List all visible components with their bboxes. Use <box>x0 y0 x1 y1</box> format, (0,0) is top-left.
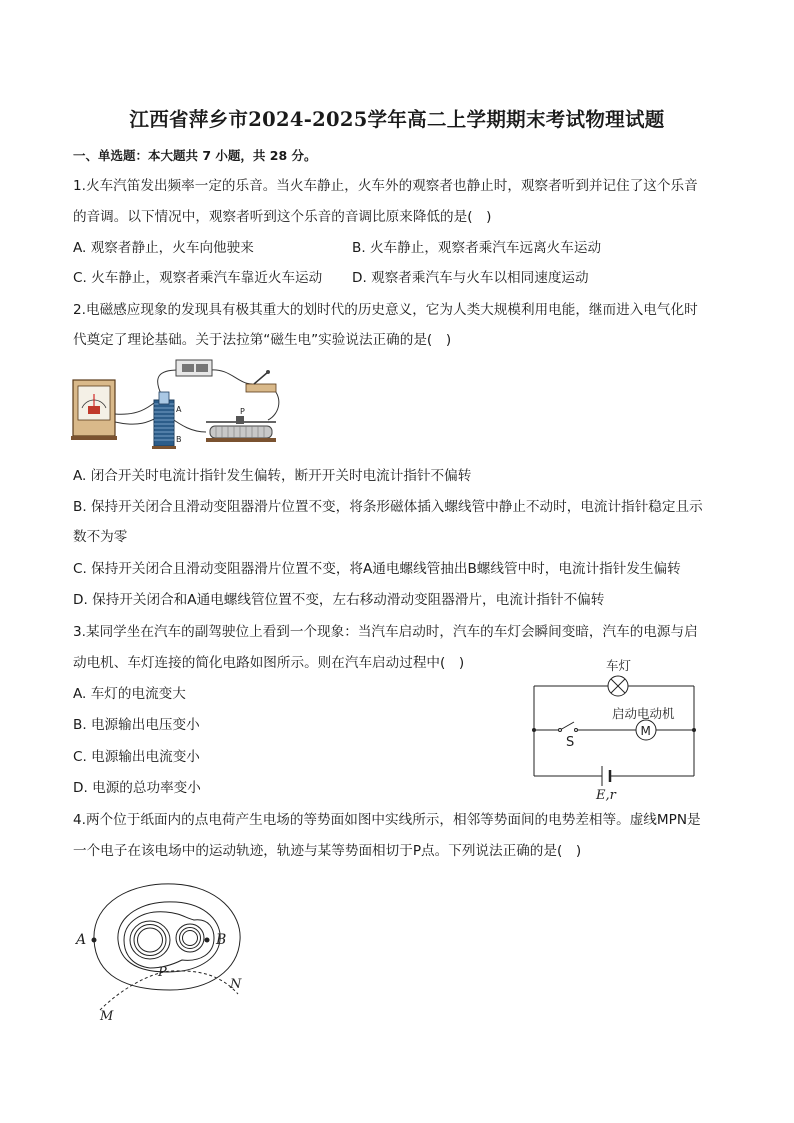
q3-option-c: C. 电源输出电流变小 <box>73 749 200 765</box>
battery-symbol-icon <box>602 766 610 786</box>
q3-option-d: D. 电源的总功率变小 <box>73 780 201 796</box>
lamp-label: 车灯 <box>606 658 632 673</box>
q3-stem-line-2: 动电机、车灯连接的简化电路如图所示。则在汽车启动过程中( ) <box>73 655 465 671</box>
point-m-label: M <box>100 1009 114 1024</box>
q3-option-a: A. 车灯的电流变大 <box>73 686 186 702</box>
q1-stem-line-2: 的音调。以下情况中，观察者听到这个乐音的音调比原来降低的是( ) <box>73 209 492 225</box>
q2-option-b-line-1: B. 保持开关闭合且滑动变阻器滑片位置不变，将条形磁体插入螺线管中静止不动时，电流计指针稳定且示 <box>73 499 703 515</box>
car-circuit-diagram <box>526 656 706 804</box>
solenoid-coils-icon <box>152 392 182 449</box>
galvanometer-icon <box>71 380 117 440</box>
point-p-label: P <box>158 965 167 980</box>
q1-option-d: D. 观察者乘汽车与火车以相同速度运动 <box>352 270 589 286</box>
q3-stem-line-1: 3.某同学坐在汽车的副驾驶位上看到一个现象：当汽车启动时，汽车的车灯会瞬间变暗，汽车的电源与启 <box>73 624 698 640</box>
point-b-label: B <box>216 932 227 948</box>
switch-icon <box>246 370 276 392</box>
q4-stem-line-1: 4.两个位于纸面内的点电荷产生电场的等势面如图中实线所示，相邻等势面间的电势差相等。虚线MPN是 <box>73 812 701 828</box>
coil-a-label: A <box>176 405 182 414</box>
q2-option-c: C. 保持开关闭合且滑动变阻器滑片位置不变，将A通电螺线管抽出B螺线管中时，电流计指针发生偏转 <box>73 561 681 577</box>
q1-option-a: A. 观察者静止，火车向他驶来 <box>73 240 254 256</box>
slider-p-label: P <box>240 407 245 416</box>
battery-icon <box>176 360 212 376</box>
point-a-dot <box>92 938 97 943</box>
point-b-dot <box>205 938 210 943</box>
faraday-apparatus-figure <box>70 356 290 450</box>
coil-b-label: B <box>176 435 182 444</box>
q2-option-a: A. 闭合开关时电流计指针发生偏转，断开开关时电流计指针不偏转 <box>73 468 472 484</box>
equipotential-figure <box>70 878 260 1028</box>
switch-label: S <box>566 735 575 750</box>
lamp-icon <box>608 676 628 696</box>
q2-stem-line-2: 代奠定了理论基础。关于法拉第“磁生电”实验说法正确的是( ) <box>73 332 452 348</box>
q4-stem-line-2: 一个电子在该电场中的运动轨迹，轨迹与某等势面相切于P点。下列说法正确的是( ) <box>73 843 582 859</box>
q2-option-d: D. 保持开关闭合和A通电螺线管位置不变，左右移动滑动变阻器滑片，电流计指针不偏转 <box>73 592 605 608</box>
q2-stem-line-1: 2.电磁感应现象的发现具有极其重大的划时代的历史意义，它为人类大规模利用电能，继而进入电气化时 <box>73 302 698 318</box>
motor-label: 启动电动机 <box>612 706 675 721</box>
q1-option-b: B. 火车静止，观察者乘汽车远离火车运动 <box>352 240 602 256</box>
motor-symbol: M <box>640 724 651 738</box>
motor-icon <box>636 720 656 740</box>
rheostat-icon <box>206 407 276 442</box>
q1-option-c: C. 火车静止，观察者乘汽车靠近火车运动 <box>73 270 323 286</box>
q1-stem-line-1: 1.火车汽笛发出频率一定的乐音。当火车静止，火车外的观察者也静止时，观察者听到并记住了这个乐音 <box>73 178 698 194</box>
page-title: 江西省萍乡市2024-2025学年高二上学期期末考试物理试题 <box>129 108 665 131</box>
source-label: E,r <box>596 788 616 803</box>
q2-option-b-line-2: 数不为零 <box>73 529 128 545</box>
q3-option-b: B. 电源输出电压变小 <box>73 717 200 733</box>
section-header: 一、单选题：本大题共 7 小题，共 28 分。 <box>73 148 317 163</box>
point-a-label: A <box>76 932 87 948</box>
point-n-label: N <box>230 977 242 992</box>
